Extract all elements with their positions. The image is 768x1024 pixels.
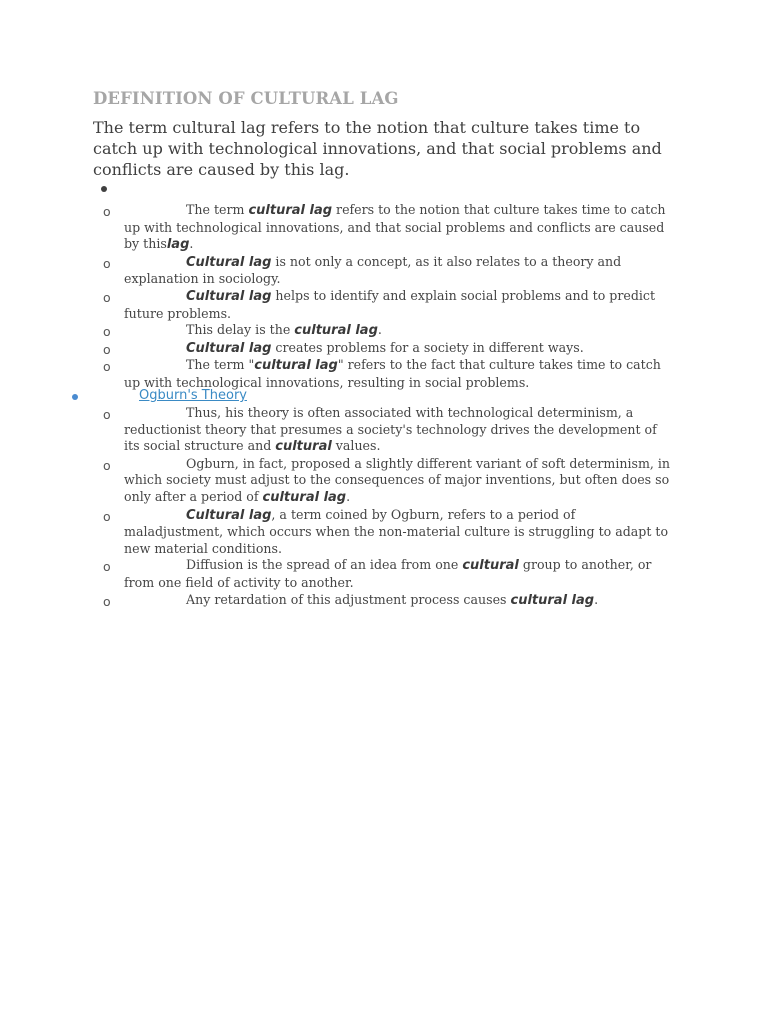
list-marker: o — [103, 359, 111, 375]
ogburn-row — [0, 388, 768, 406]
list-marker: o — [103, 593, 111, 609]
list-marker: o — [103, 289, 111, 305]
list-item: o Cultural lag, a term coined by Ogburn, refers to a period of maladjustment, which occurs when the non-material culture is struggling to adapt to new material conditions. — [103, 506, 669, 556]
list-item: o The term cultural lag refers to the notion that culture takes time to catch up with technological innovations, and that social problems and conflicts are caused by thislag. — [103, 202, 666, 253]
list-marker: o — [103, 255, 111, 271]
list-item: o Cultural lag helps to identify and explain social problems and to predict future problems. — [103, 287, 656, 321]
definition-list — [0, 202, 768, 392]
list-marker: o — [103, 204, 111, 219]
section-heading: DEFINITION OF CULTURAL LAG — [93, 89, 399, 108]
list-item: o Thus, his theory is often associated with technological determinism, a reductionist theory that presumes a society's technology drives the development of its social structure and cultural values. — [103, 405, 657, 455]
list-item: o Any retardation of this adjustment process causes cultural lag. — [103, 591, 599, 609]
list-item: o Cultural lag is not only a concept, as it also relates to a theory and explanation in sociology. — [103, 253, 622, 287]
ogburn-list — [0, 405, 768, 609]
list-marker: o — [103, 407, 111, 422]
list-marker: o — [103, 508, 111, 524]
list-marker: o — [103, 559, 111, 575]
list-marker: o — [103, 457, 111, 473]
list-item: o Ogburn, in fact, proposed a slightly different variant of soft determinism, in which society must adjust to the consequences of major inventions, but often does so only after a period of cultural lag. — [103, 455, 671, 505]
link-bullet — [72, 394, 78, 400]
list-item: o Diffusion is the spread of an idea from one cultural group to another, or from one field of activity to another. — [103, 557, 652, 590]
list-marker: o — [103, 341, 111, 357]
ogburn-theory-link[interactable]: Ogburn's Theory — [139, 388, 247, 403]
lead-paragraph: The term cultural lag refers to the notion that culture takes time to catch up with technological innovations, and that social problems and conflicts are caused by this lag. — [93, 118, 662, 179]
list-item: o The term "cultural lag" refers to the fact that culture takes time to catch up with technological innovations, resulting in social problems. — [103, 357, 661, 390]
list-item: o Cultural lag creates problems for a society in different ways. — [103, 339, 584, 357]
empty-bullet — [101, 186, 107, 192]
list-marker: o — [103, 324, 111, 340]
list-item: o This delay is the cultural lag. — [103, 322, 382, 340]
